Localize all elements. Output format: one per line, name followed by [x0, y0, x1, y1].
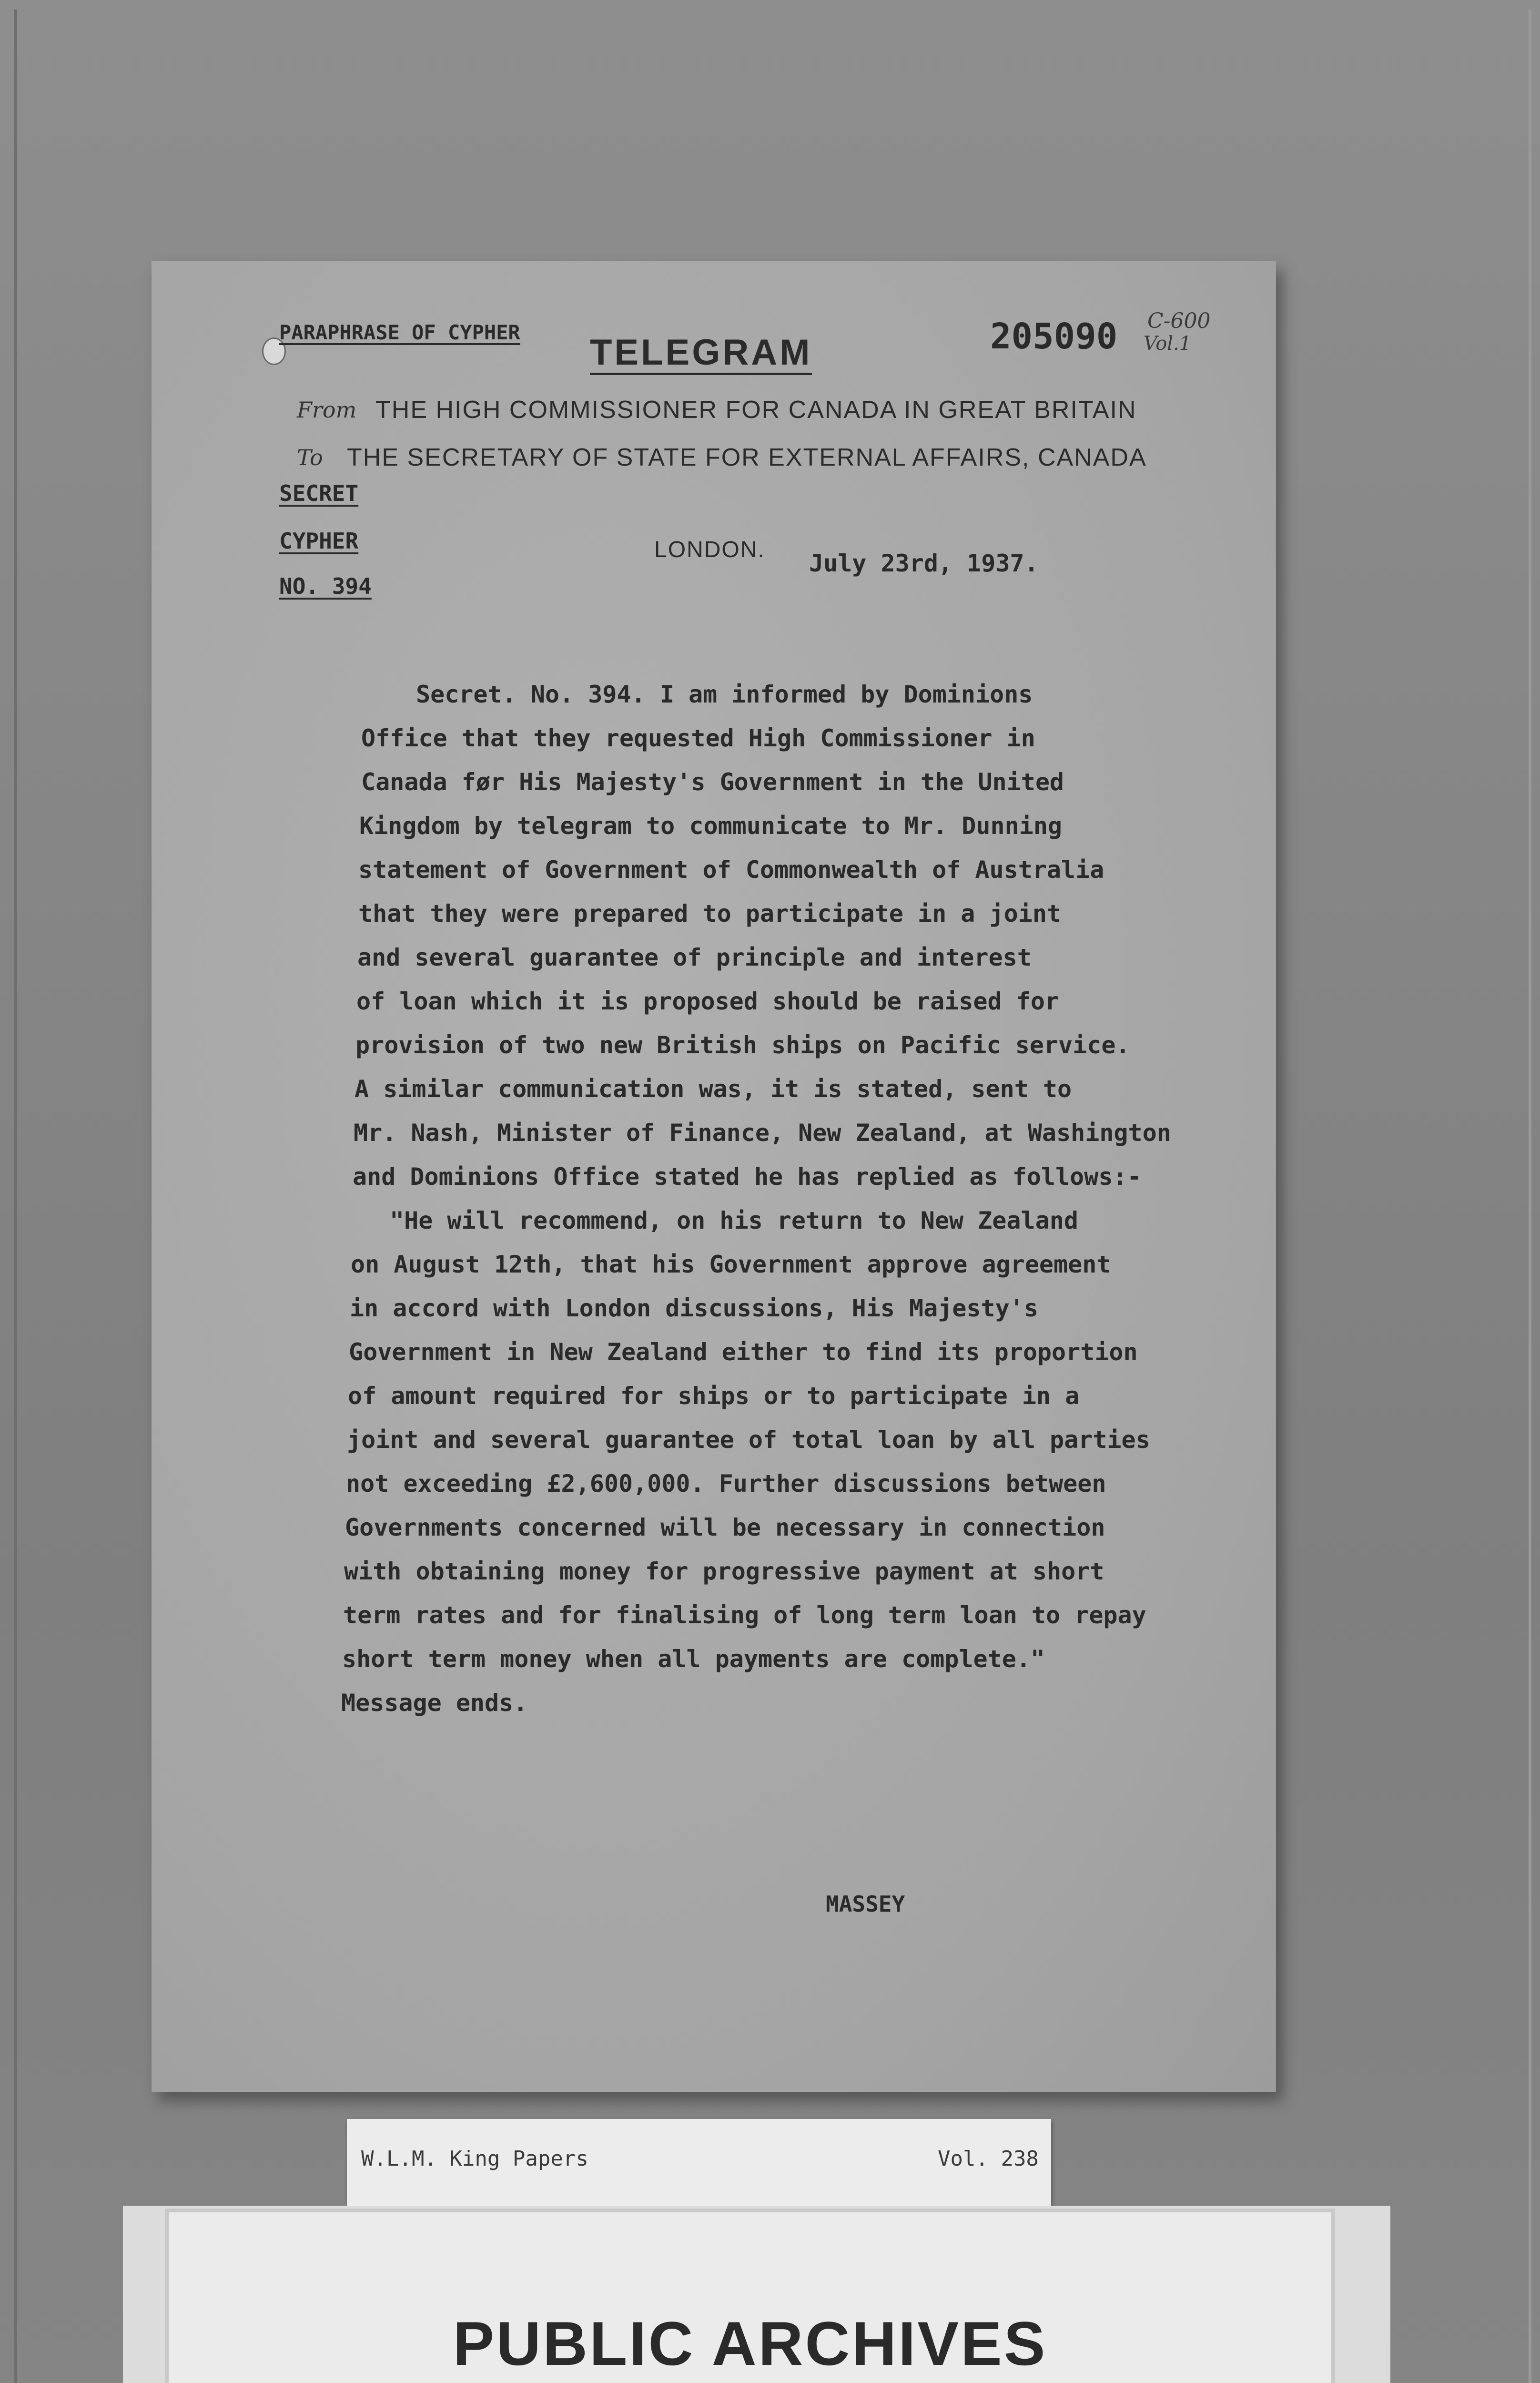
body-line: Kingdom by telegram to communicate to Mr. Dunning — [359, 812, 1063, 840]
telegram-sheet — [152, 261, 1276, 2092]
message-number: NO. 394 — [279, 573, 372, 599]
archive-card — [123, 2206, 1390, 2383]
body-line: of amount required for ships or to participate in a — [348, 1382, 1080, 1410]
body-line: Governments concerned will be necessary in connection — [345, 1514, 1105, 1541]
body-line: Secret. No. 394. I am informed by Dominions — [416, 681, 1033, 708]
body-line: Message ends. — [341, 1689, 528, 1717]
classification-stamp: SECRET — [279, 480, 359, 506]
body-line: short term money when all payments are complete." — [342, 1645, 1045, 1673]
archive-title-en: PUBLIC ARCHIVES — [453, 2309, 1047, 2378]
paraphrase-stamp: PARAPHRASE OF CYPHER — [279, 321, 520, 344]
body-line: not exceeding £2,600,000. Further discussions between — [346, 1470, 1106, 1497]
body-line: and several guarantee of principle and interest — [357, 944, 1032, 971]
file-annotation: C-600 — [1147, 309, 1211, 333]
to-label: To — [297, 445, 323, 470]
body-line: that they were prepared to participate in a joint — [358, 900, 1062, 927]
body-line: provision of two new British ships on Pacific service. — [355, 1031, 1130, 1059]
body-line: Office that they requested High Commissioner in — [361, 724, 1035, 752]
cipher-stamp: CYPHER — [279, 528, 359, 554]
body-line: Government in New Zealand either to find its proportion — [349, 1338, 1138, 1366]
telegram-title: TELEGRAM — [590, 333, 812, 375]
body-line: on August 12th, that his Government approve agreement — [351, 1251, 1111, 1278]
collection-name: W.L.M. King Papers — [361, 2147, 588, 2171]
signature: MASSEY — [826, 1891, 905, 1917]
from-label: From — [297, 397, 357, 423]
body-line: Mr. Nash, Minister of Finance, New Zealand, at Washington — [354, 1119, 1171, 1147]
body-line: A similar communication was, it is stated, sent to — [355, 1075, 1072, 1103]
collection-label — [347, 2119, 1051, 2206]
sender: THE HIGH COMMISSIONER FOR CANADA IN GREAT BRITAIN — [375, 396, 1137, 424]
body-line: Canada før His Majesty's Government in the United — [361, 768, 1064, 796]
archive-card-face — [169, 2212, 1331, 2383]
body-line: and Dominions Office stated he has replied as follows:- — [353, 1163, 1142, 1191]
telegram-date: July 23rd, 1937. — [809, 550, 1039, 577]
body-line: joint and several guarantee of total loan by all parties — [347, 1426, 1150, 1454]
body-line: "He will recommend, on his return to New Zealand — [390, 1207, 1078, 1234]
place-of-origin: LONDON. — [654, 537, 765, 562]
document-number: 205090 — [990, 316, 1118, 357]
volume-number: Vol. 238 — [938, 2147, 1039, 2171]
body-line: statement of Government of Commonwealth of Australia — [358, 856, 1104, 884]
recipient: THE SECRETARY OF STATE FOR EXTERNAL AFFAIRS, CANADA — [347, 444, 1147, 471]
file-annotation-volume: Vol.1 — [1144, 333, 1192, 355]
body-line: term rates and for finalising of long term loan to repay — [343, 1601, 1146, 1629]
body-line: of loan which it is proposed should be raised for — [356, 988, 1060, 1015]
body-line: in accord with London discussions, His Majesty's — [350, 1294, 1038, 1322]
body-line: with obtaining money for progressive payment at short — [344, 1558, 1104, 1585]
